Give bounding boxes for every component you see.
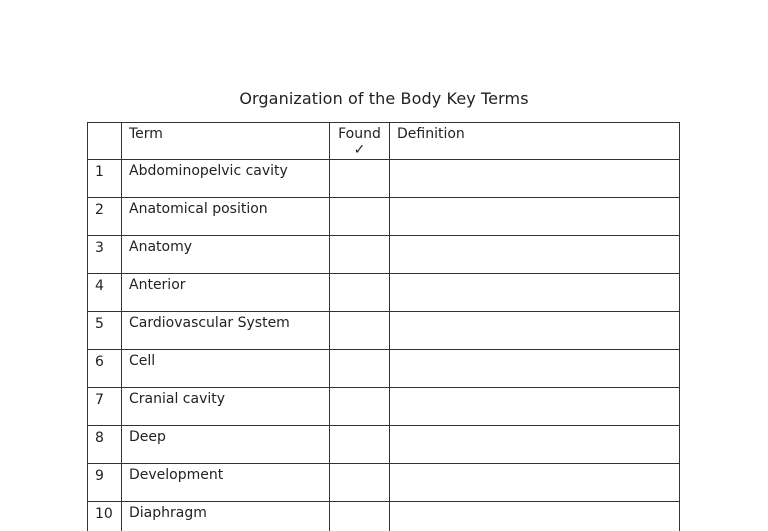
found-cell[interactable] xyxy=(330,198,390,236)
row-number-cell-text: 5 xyxy=(95,316,104,332)
definition-cell-text xyxy=(390,388,679,390)
definition-cell[interactable] xyxy=(390,388,680,426)
term-cell xyxy=(122,502,330,531)
row-number-cell xyxy=(88,464,122,502)
term-cell xyxy=(122,198,330,236)
page-title: Organization of the Body Key Terms xyxy=(239,89,529,108)
row-number-cell-text: 10 xyxy=(95,506,113,522)
definition-cell[interactable] xyxy=(390,502,680,531)
found-cell-text xyxy=(330,160,389,162)
table-header-row xyxy=(88,123,680,160)
row-number-cell xyxy=(88,312,122,350)
definition-cell[interactable] xyxy=(390,236,680,274)
definition-cell[interactable] xyxy=(390,464,680,502)
definition-cell-text xyxy=(390,350,679,352)
term-cell xyxy=(122,350,330,388)
table-row xyxy=(88,388,680,426)
definition-cell-text xyxy=(390,198,679,200)
term-cell-text: Abdominopelvic cavity xyxy=(129,163,288,179)
term-cell-text: Diaphragm xyxy=(129,505,207,521)
found-cell-text xyxy=(330,388,389,390)
table-row xyxy=(88,502,680,531)
term-cell xyxy=(122,464,330,502)
definition-cell[interactable] xyxy=(390,160,680,198)
row-number-cell-text: 3 xyxy=(95,240,104,256)
definition-cell-text xyxy=(390,502,679,504)
table-row xyxy=(88,464,680,502)
term-cell xyxy=(122,274,330,312)
definition-cell-text xyxy=(390,274,679,276)
row-number-cell xyxy=(88,160,122,198)
found-cell-text xyxy=(330,198,389,200)
term-cell-text: Cranial cavity xyxy=(129,391,226,407)
definition-cell-text xyxy=(390,160,679,162)
found-cell-text xyxy=(330,350,389,352)
table-row xyxy=(88,236,680,274)
definition-cell-text xyxy=(390,426,679,428)
term-cell xyxy=(122,426,330,464)
row-number-cell-text: 6 xyxy=(95,354,104,370)
row-number-cell-text: 8 xyxy=(95,430,104,446)
definition-cell[interactable] xyxy=(390,274,680,312)
definition-cell-text xyxy=(390,312,679,314)
row-number-cell-text: 4 xyxy=(95,278,104,294)
row-number-cell xyxy=(88,198,122,236)
found-cell[interactable] xyxy=(330,160,390,198)
term-cell-text: Deep xyxy=(129,429,166,445)
found-cell[interactable] xyxy=(330,464,390,502)
found-cell-text xyxy=(330,426,389,428)
row-number-cell xyxy=(88,236,122,274)
term-cell xyxy=(122,312,330,350)
definition-cell[interactable] xyxy=(390,312,680,350)
found-cell-text xyxy=(330,274,389,276)
term-cell-text: Anatomy xyxy=(129,239,193,255)
table-row xyxy=(88,426,680,464)
number-column-header xyxy=(88,123,122,160)
term-cell xyxy=(122,236,330,274)
found-column-header xyxy=(330,123,390,160)
term-cell-text: Cell xyxy=(129,353,156,369)
table-row xyxy=(88,312,680,350)
table-row xyxy=(88,350,680,388)
row-number-cell-text: 2 xyxy=(95,202,104,218)
term-cell-text: Development xyxy=(129,467,224,483)
definition-cell[interactable] xyxy=(390,426,680,464)
definition-cell[interactable] xyxy=(390,350,680,388)
found-cell[interactable] xyxy=(330,426,390,464)
found-cell-text xyxy=(330,236,389,238)
table-row xyxy=(88,274,680,312)
found-cell-text xyxy=(330,502,389,504)
found-cell[interactable] xyxy=(330,388,390,426)
found-cell[interactable] xyxy=(330,274,390,312)
row-number-cell xyxy=(88,502,122,531)
row-number-cell xyxy=(88,388,122,426)
row-number-cell-text: 1 xyxy=(95,164,104,180)
found-cell[interactable] xyxy=(330,350,390,388)
row-number-cell-text: 9 xyxy=(95,468,104,484)
term-cell xyxy=(122,388,330,426)
row-number-cell xyxy=(88,274,122,312)
row-number-cell xyxy=(88,350,122,388)
found-cell[interactable] xyxy=(330,236,390,274)
term-cell xyxy=(122,160,330,198)
row-number-cell xyxy=(88,426,122,464)
found-cell[interactable] xyxy=(330,502,390,531)
definition-cell-text xyxy=(390,236,679,238)
found-cell[interactable] xyxy=(330,312,390,350)
found-cell-text xyxy=(330,312,389,314)
row-number-cell-text: 7 xyxy=(95,392,104,408)
key-terms-table xyxy=(87,122,680,531)
table-row xyxy=(88,160,680,198)
term-cell-text: Anterior xyxy=(129,277,186,293)
term-cell-text: Anatomical position xyxy=(129,201,268,217)
found-cell-text xyxy=(330,464,389,466)
found-header-label: Found xyxy=(338,126,381,142)
definition-column-header: Definition xyxy=(390,123,680,160)
definition-cell[interactable] xyxy=(390,198,680,236)
term-cell-text: Cardiovascular System xyxy=(129,315,290,331)
check-icon: ✓ xyxy=(353,142,366,158)
definition-cell-text xyxy=(390,464,679,466)
table-row xyxy=(88,198,680,236)
term-column-header: Term xyxy=(122,123,330,160)
